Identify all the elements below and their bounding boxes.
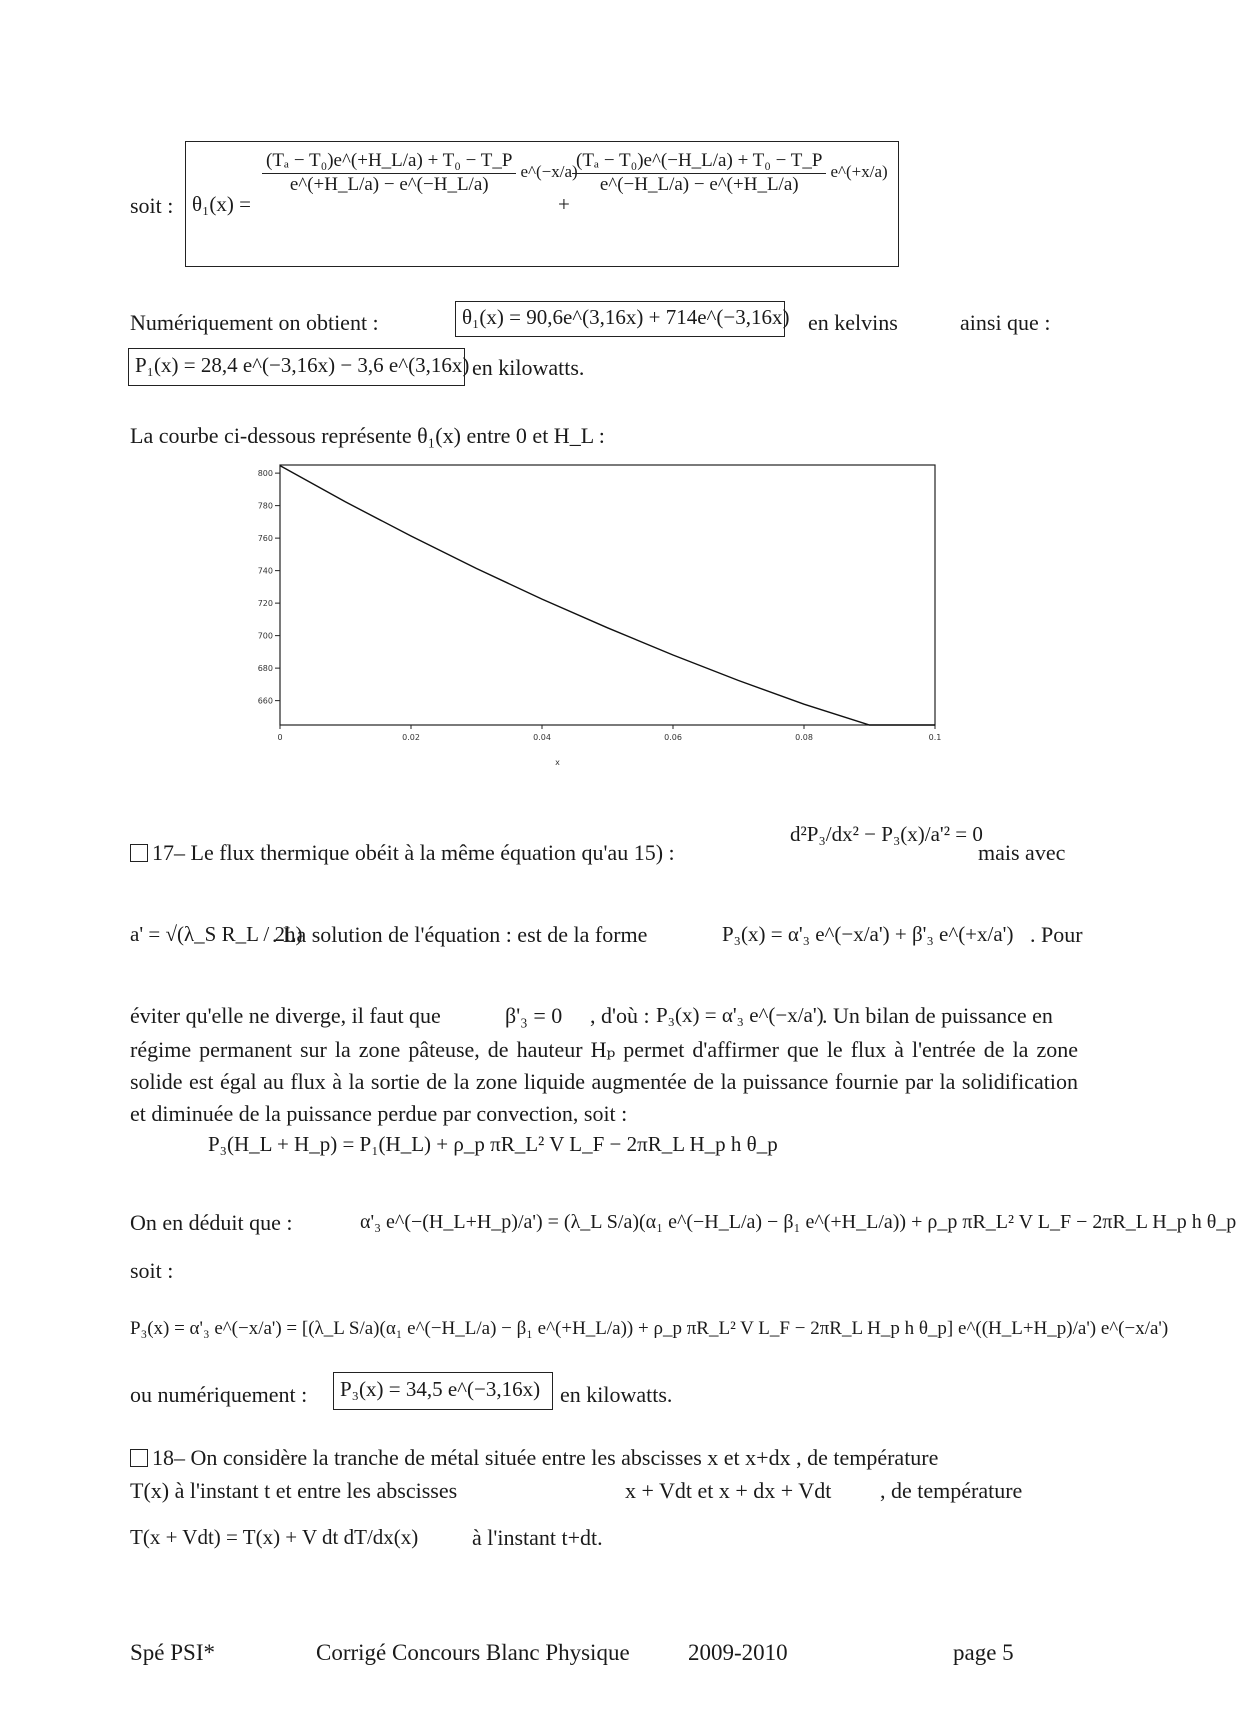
theta1-general-lhs: θ₁(x) = [192, 192, 251, 216]
footer-page: page 5 [953, 1640, 1014, 1665]
q18-line2c: , de température [880, 1478, 1023, 1503]
q17-eq: d²P₃/dx² − P₃(x)/a'² = 0 [790, 822, 983, 846]
q17-number: 17– [152, 840, 185, 865]
x-tick-label: 0.04 [533, 733, 551, 742]
q18-line3b: à l'instant t+dt. [472, 1525, 603, 1550]
y-tick-label: 720 [257, 599, 273, 609]
ainsi-que: ainsi que : [960, 310, 1051, 335]
q17-p3-unit: en kilowatts. [560, 1382, 673, 1407]
q17-text1: Le flux thermique obéit à la même équation qu'au 15) : [190, 840, 675, 865]
unit-kilowatts-1: en kilowatts. [472, 355, 585, 380]
q17-beta-zero: β'₃ = 0 [505, 1003, 563, 1028]
y-tick-label: 680 [257, 664, 273, 674]
term2-denominator: e^(−H_L/a) − e^(+H_L/a) [599, 173, 799, 195]
q17-line3b: . Un bilan de puissance en [822, 1003, 1053, 1028]
q18-line2b: x + Vdt et x + dx + Vdt [625, 1478, 832, 1503]
checkbox-icon [130, 1449, 148, 1467]
p1-numeric-box: P₁(x) = 28,4 e^(−3,16x) − 3,6 e^(3,16x) [128, 348, 465, 386]
checkbox-icon [130, 844, 148, 862]
p3-numeric-box: P₃(x) = 34,5 e^(−3,16x) [333, 1372, 553, 1410]
q17-dou: , d'où : [590, 1003, 650, 1028]
term1-exp: e^(−x/a) [520, 161, 578, 181]
q17-paragraph: régime permanent sur la zone pâteuse, de hauteur Hₚ permet d'affirmer que le flux à l'entrée de la zone solide est égal au flux à la sortie de la zone liquide augmentée de la puissance fournie par la solidification et diminuée de la puissance perdue par convection, soit : [130, 1037, 1078, 1126]
q17-p3-form: P₃(x) = α'₃ e^(−x/a') [656, 1003, 824, 1027]
series-line-theta1 [280, 466, 935, 725]
x-tick-label: 0 [277, 733, 283, 742]
q17-deduit: On en déduit que : [130, 1210, 293, 1235]
term1-numerator: (Tₐ − T₀)e^(+H_L/a) + T₀ − T_P [262, 150, 516, 174]
footer-class: Spé PSI* [130, 1640, 215, 1665]
unit-kelvins: en kelvins [808, 310, 898, 335]
footer-title: Corrigé Concours Blanc Physique [316, 1640, 630, 1665]
q17-text2: mais avec [978, 840, 1066, 865]
x-axis-label: x [555, 758, 560, 767]
term1-denominator: e^(+H_L/a) − e^(−H_L/a) [289, 173, 489, 195]
x-tick-label: 0.06 [664, 733, 682, 742]
y-tick-label: 800 [257, 469, 273, 479]
q17-intro [130, 840, 675, 866]
q17-pour: . Pour [1030, 922, 1083, 947]
y-tick-label: 700 [257, 631, 273, 641]
y-tick-label: 780 [257, 501, 273, 511]
term2-numerator: (Tₐ − T₀)e^(−H_L/a) + T₀ − T_P [572, 150, 826, 174]
y-tick-label: 660 [257, 696, 273, 706]
q18-line3: T(x + Vdt) = T(x) + V dt dT/dx(x) [130, 1525, 419, 1549]
q18-line1 [130, 1445, 938, 1471]
y-tick-label: 740 [257, 566, 273, 576]
q17-soit: soit : [130, 1258, 174, 1283]
theta1-term2 [572, 150, 888, 197]
theta1-general-box [185, 141, 899, 267]
curve-intro: La courbe ci-dessous représente θ₁(x) entre 0 et H_L : [130, 423, 605, 448]
x-tick-label: 0.02 [402, 733, 420, 742]
theta1-plus: + [558, 192, 570, 216]
q17-line3a: éviter qu'elle ne diverge, il faut que [130, 1003, 441, 1028]
q18-line2a: T(x) à l'instant t et entre les abscisses [130, 1478, 458, 1503]
q17-solution: P₃(x) = α'₃ e^(−x/a') + β'₃ e^(+x/a') [722, 922, 1014, 946]
numeric-intro: Numériquement on obtient : [130, 310, 379, 335]
x-tick-label: 0.1 [928, 733, 942, 742]
soit-label: soit : [130, 193, 174, 218]
q18-number: 18– [152, 1445, 185, 1470]
q17-numer-label: ou numériquement : [130, 1382, 308, 1407]
q17-deduit-eq: α'₃ e^(−(H_L+H_p)/a') = (λ_L S/a)(α₁ e^(−H_L/a) − β₁ e^(+H_L/a)) + ρ_p πR_L² V L_F − 2πR_L H_p h θ_p [360, 1211, 1237, 1233]
q17-balance: P₃(H_L + H_p) = P₁(H_L) + ρ_p πR_L² V L_F − 2πR_L H_p h θ_p [208, 1132, 778, 1156]
chart-frame [280, 465, 935, 725]
theta1-term1 [262, 150, 578, 197]
q17-p3-full: P₃(x) = α'₃ e^(−x/a') = [(λ_L S/a)(α₁ e^(−H_L/a) − β₁ e^(+H_L/a)) + ρ_p πR_L² V L_F − 2πR_L H_p h θ_p] e^((H_L+H_p)/a') e^(−x/a') [130, 1318, 1169, 1339]
x-tick-label: 0.08 [795, 733, 813, 742]
footer-year: 2009-2010 [688, 1640, 788, 1665]
q17-aprime: a' = √(λ_S R_L / 2h) [130, 922, 303, 946]
q18-line1-text: On considère la tranche de métal située entre les abscisses x et x+dx , de température [190, 1445, 939, 1470]
q17-text3: . La solution de l'équation : est de la forme [272, 922, 648, 947]
theta1-chart [250, 455, 950, 767]
term2-exp: e^(+x/a) [830, 161, 888, 181]
y-tick-label: 760 [257, 534, 273, 544]
theta1-numeric-box: θ₁(x) = 90,6e^(3,16x) + 714e^(−3,16x) [455, 301, 785, 337]
